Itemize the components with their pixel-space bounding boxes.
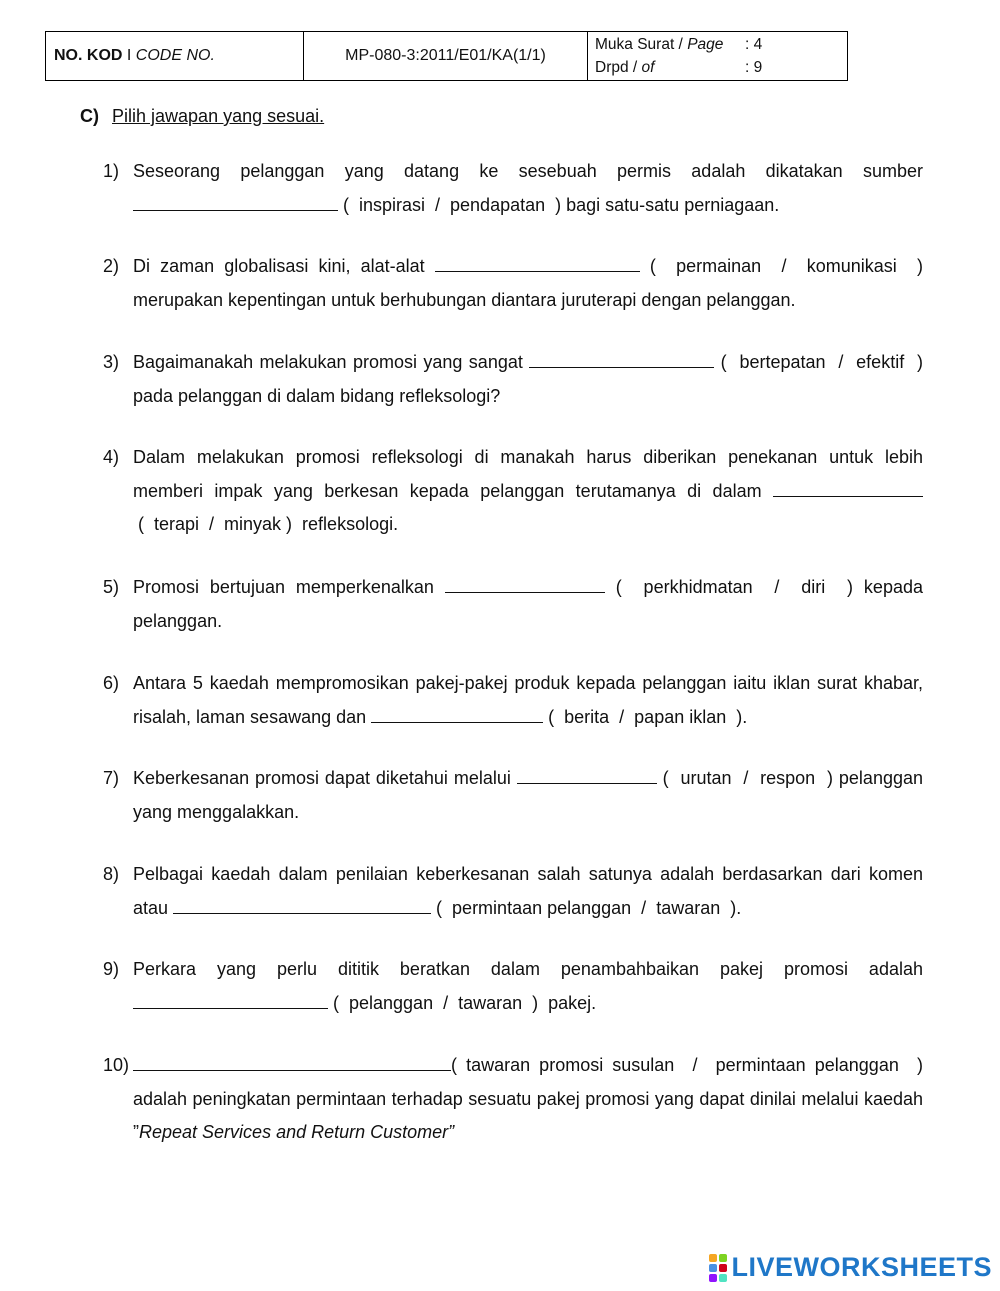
question-7: [103, 762, 923, 829]
question-text: Seseorang pelanggan yang datang ke sesebuah permis adalah dikatakan sumber: [133, 161, 923, 181]
question-text-italic: Repeat Services and Return Customer”: [139, 1122, 455, 1142]
logo-wordmark: LIVEWORKSHEETS: [731, 1252, 992, 1282]
code-label-separator: I: [122, 47, 136, 64]
question-text: Perkara yang perlu dititik beratkan dalam penambahbaikan pakej promosi adalah: [133, 959, 923, 979]
answer-blank[interactable]: [435, 255, 640, 272]
question-number: 7): [103, 768, 120, 788]
code-label-italic: CODE NO.: [135, 47, 215, 64]
answer-options: ( urutan / respon ): [656, 768, 833, 788]
question-number: 1): [103, 161, 120, 181]
answer-blank[interactable]: [173, 897, 431, 914]
question-text-after: refleksologi.: [292, 514, 399, 534]
question-number: 3): [103, 352, 120, 372]
code-value-cell: [304, 32, 588, 80]
question-4: [103, 441, 923, 542]
question-text: Keberkesanan promosi dapat diketahui melalui: [133, 768, 517, 788]
of-value: : 9: [745, 59, 763, 76]
question-number: 9): [103, 959, 120, 979]
question-6: [103, 667, 923, 734]
code-label-cell: [46, 32, 304, 80]
question-number: 4): [103, 447, 120, 467]
question-text-after: pada pelanggan di dalam bidang refleksologi?: [133, 385, 501, 406]
question-number: 2): [103, 256, 120, 276]
answer-blank[interactable]: [133, 194, 338, 211]
page-value: : 4: [745, 36, 763, 53]
question-number: 5): [103, 577, 120, 597]
page-label-italic: Page: [687, 36, 724, 53]
section-letter: C): [80, 106, 99, 126]
of-label: Drpd /: [595, 59, 642, 76]
answer-blank[interactable]: [529, 351, 714, 368]
question-number: 8): [103, 864, 120, 884]
question-text: Antara 5 kaedah mempromosikan pakej-pakej produk kepada pelanggan iaitu iklan surat khabar, risalah, laman sesawang dan: [133, 673, 923, 727]
question-text-after: merupakan kepentingan untuk berhubungan diantara juruterapi dengan pelanggan.: [133, 289, 796, 310]
section-heading: [80, 106, 324, 127]
logo-blocks-icon: [709, 1254, 727, 1282]
answer-blank[interactable]: [133, 992, 328, 1009]
question-text-after: kepada pelanggan.: [133, 577, 923, 631]
question-text: Promosi bertujuan memperkenalkan: [133, 577, 445, 597]
code-label-bold: NO. KOD: [54, 47, 123, 64]
question-text: Pelbagai kaedah dalam penilaian keberkesanan salah satunya adalah berdasarkan dari komen atau: [133, 864, 923, 918]
answer-options: ( tawaran promosi susulan / permintaan pelanggan ): [451, 1055, 923, 1075]
of-label-italic: of: [641, 59, 655, 76]
answer-options: ( bertepatan / efektif ): [714, 352, 924, 372]
liveworksheets-logo: [709, 1252, 992, 1283]
answer-options: ( berita / papan iklan ).: [543, 706, 748, 727]
page-label: Muka Surat /: [595, 36, 688, 53]
question-text: Di zaman globalisasi kini, alat-alat: [133, 256, 435, 276]
answer-options: ( permintaan pelanggan / tawaran ).: [431, 897, 742, 918]
answer-options: ( perkhidmatan / diri ): [604, 577, 854, 597]
question-5: [103, 571, 923, 638]
answer-options: ( inspirasi / pendapatan ): [338, 194, 562, 215]
question-2: [103, 250, 923, 317]
question-1: [103, 155, 923, 222]
answer-blank[interactable]: [517, 767, 657, 784]
answer-options: ( pelanggan / tawaran ): [328, 992, 539, 1013]
question-text-after: pelanggan yang menggalakkan.: [133, 768, 923, 822]
page-info-cell: [588, 32, 847, 80]
answer-options: ( permainan / komunikasi ): [639, 256, 923, 276]
question-text: Dalam melakukan promosi refleksologi di manakah harus diberikan penekanan untuk lebih memberi impak yang berkesan kepada pelanggan terutamanya di dalam: [133, 447, 923, 501]
of-row: [595, 56, 847, 79]
question-text: Bagaimanakah melakukan promosi yang sangat: [133, 352, 530, 372]
question-number: 6): [103, 673, 120, 693]
code-value: MP-080-3:2011/E01/KA(1/1): [345, 47, 546, 64]
answer-blank[interactable]: [371, 706, 543, 723]
question-3: [103, 346, 923, 413]
question-10: [103, 1049, 923, 1150]
question-9: [103, 953, 923, 1020]
question-text-after: bagi satu-satu perniagaan.: [561, 194, 780, 215]
answer-options: ( terapi / minyak ): [133, 514, 293, 534]
answer-blank[interactable]: [773, 480, 923, 497]
page-row: [595, 33, 847, 56]
question-8: [103, 858, 923, 925]
section-instruction: Pilih jawapan yang sesuai.: [112, 106, 325, 126]
question-text-after: pakej.: [538, 992, 597, 1013]
answer-blank[interactable]: [133, 1054, 451, 1071]
question-number: 10): [103, 1055, 130, 1075]
document-header-table: [45, 31, 848, 81]
question-text-after: adalah peningkatan permintaan terhadap sesuatu pakej promosi yang dapat dinilai melalui kaedah ”: [133, 1088, 923, 1142]
answer-blank[interactable]: [445, 576, 605, 593]
